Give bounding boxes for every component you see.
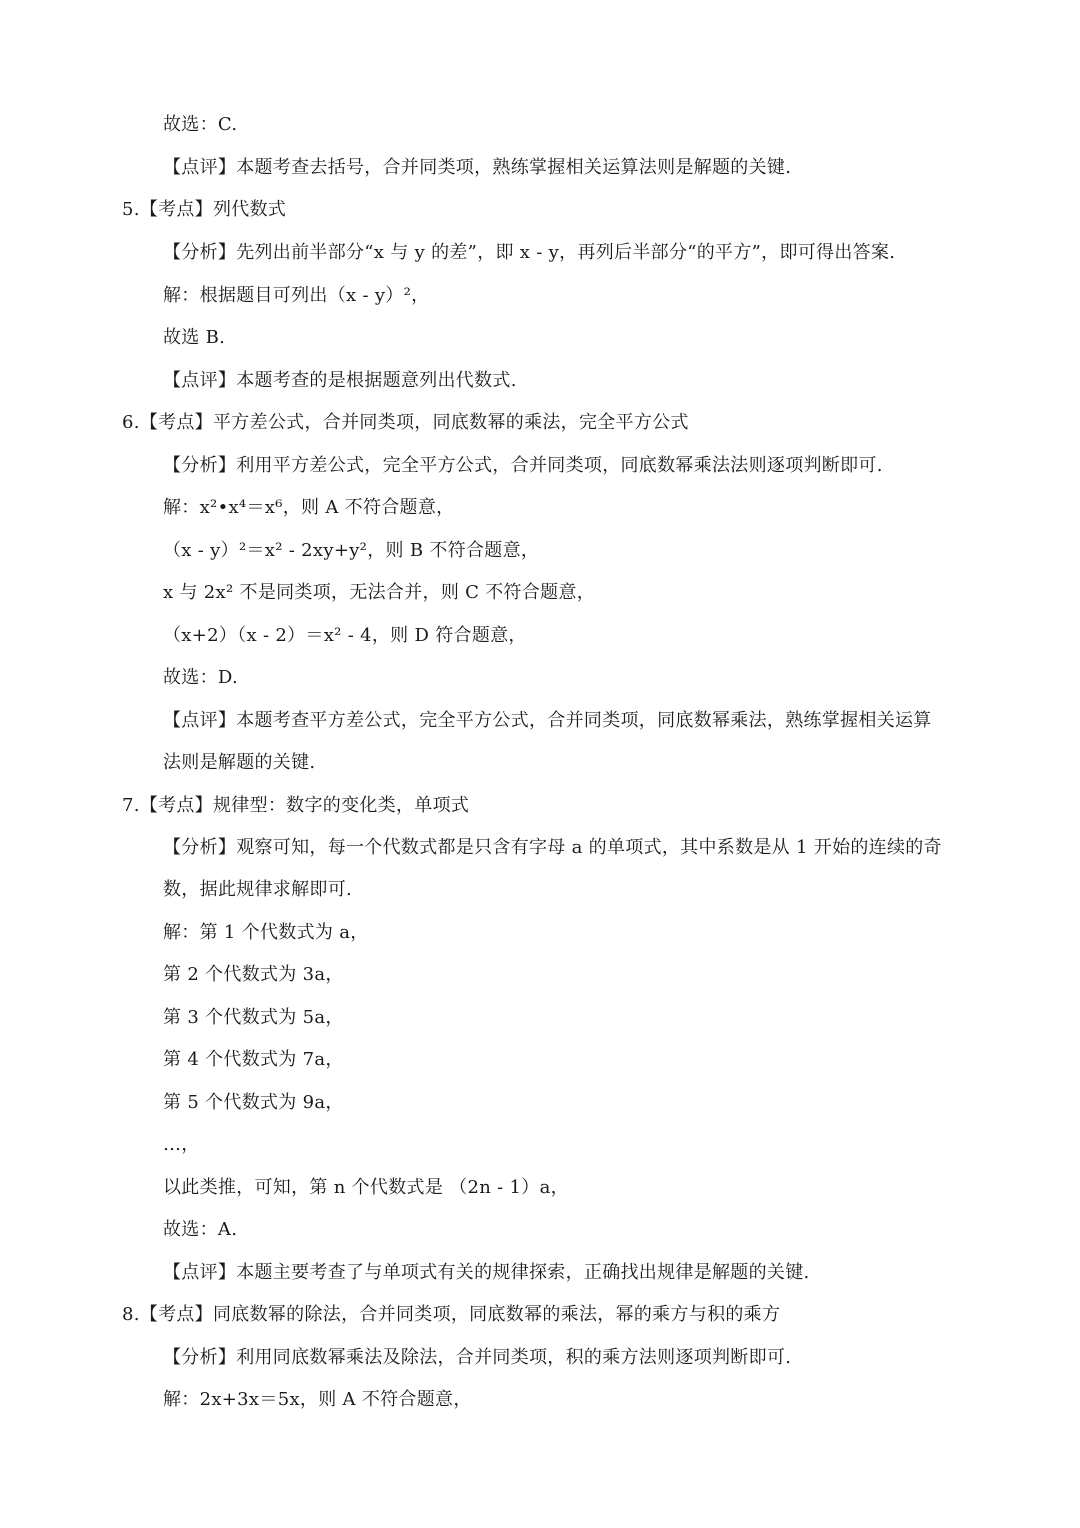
text-line: 故选：A.: [163, 1219, 238, 1240]
text-line: 解：第 1 个代数式为 a，: [163, 922, 369, 943]
text-line: 故选：D.: [163, 667, 239, 688]
text-line: 解：2x+3x＝5x，则 A 不符合题意，: [163, 1389, 472, 1410]
text-line: 【点评】本题考查平方差公式，完全平方公式，合并同类项，同底数幂乘法，熟练掌握相关运算: [163, 710, 932, 731]
text-line: 【分析】利用同底数幂乘法及除法，合并同类项，积的乘方法则逐项判断即可.: [163, 1347, 792, 1368]
text-line: 【点评】本题考查去括号，合并同类项，熟练掌握相关运算法则是解题的关键.: [163, 157, 792, 178]
text-line: 故选 B.: [163, 327, 226, 348]
text-line: （x - y）²＝x² - 2xy+y²，则 B 不符合题意，: [163, 540, 540, 561]
text-line: 以此类推，可知，第 n 个代数式是 （2n - 1）a，: [163, 1177, 569, 1198]
text-line: 法则是解题的关键.: [163, 752, 316, 773]
text-line: 解：x²•x⁴＝x⁶，则 A 不符合题意，: [163, 497, 455, 518]
text-line: 【分析】利用平方差公式，完全平方公式，合并同类项，同底数幂乘法法则逐项判断即可.: [163, 455, 883, 476]
text-line: 【分析】先列出前半部分“x 与 y 的差”，即 x - y，再列后半部分“的平方”，即可得出答案.: [163, 242, 896, 263]
text-line: 第 4 个代数式为 7a，: [163, 1049, 344, 1070]
text-line: 故选：C.: [163, 114, 238, 135]
section-heading: 7.【考点】规律型：数字的变化类，单项式: [122, 795, 470, 816]
text-line: 解：根据题目可列出（x - y）²，: [163, 285, 430, 306]
text-line: 数，据此规律求解即可.: [163, 879, 353, 900]
text-line: 第 2 个代数式为 3a，: [163, 964, 344, 985]
text-line: 【点评】本题主要考查了与单项式有关的规律探索，正确找出规律是解题的关键.: [163, 1262, 810, 1283]
section-heading: 5.【考点】列代数式: [122, 199, 287, 220]
text-line: x 与 2x² 不是同类项，无法合并，则 C 不符合题意，: [163, 582, 596, 603]
text-line: 【分析】观察可知，每一个代数式都是只含有字母 a 的单项式，其中系数是从 1 开始的连续的奇: [163, 837, 942, 858]
section-heading: 6.【考点】平方差公式，合并同类项，同底数幂的乘法，完全平方公式: [122, 412, 689, 433]
text-line: 第 3 个代数式为 5a，: [163, 1007, 344, 1028]
section-heading: 8.【考点】同底数幂的除法，合并同类项，同底数幂的乘法，幂的乘方与积的乘方: [122, 1304, 781, 1325]
text-line: 第 5 个代数式为 9a，: [163, 1092, 344, 1113]
text-line: 【点评】本题考查的是根据题意列出代数式.: [163, 370, 517, 391]
text-line: …，: [163, 1134, 200, 1155]
text-line: （x+2）（x - 2）＝x² - 4，则 D 符合题意，: [163, 625, 527, 646]
